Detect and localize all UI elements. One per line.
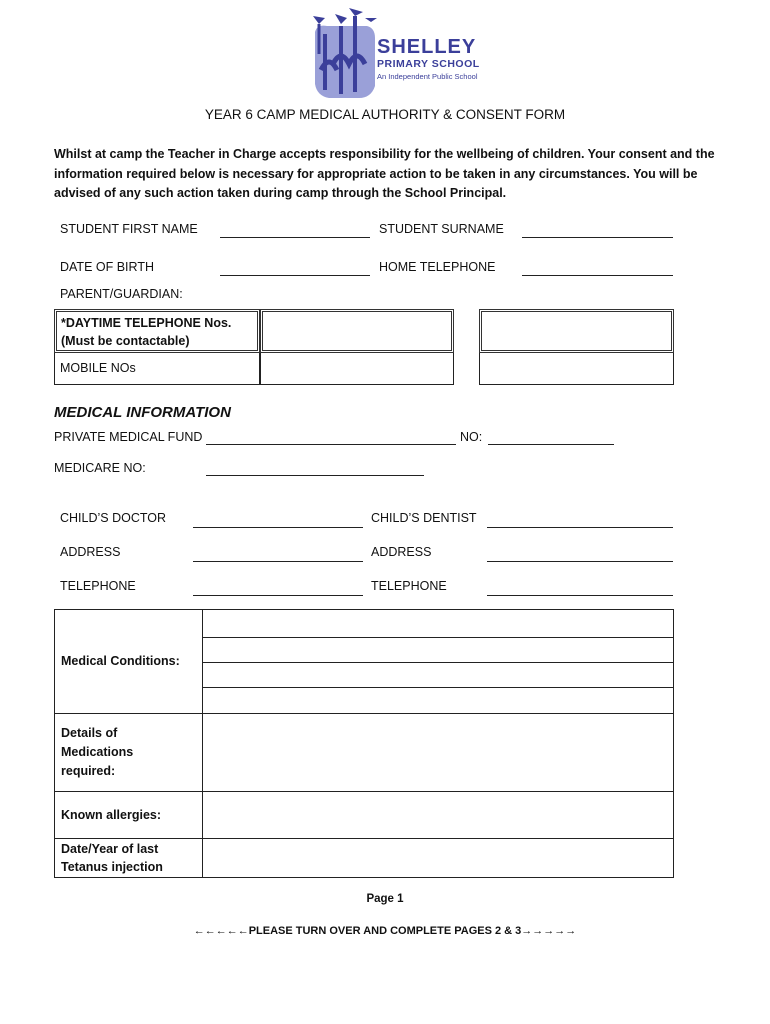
medical-information-heading: MEDICAL INFORMATION xyxy=(54,404,231,421)
daytime-contactable-note: (Must be contactable) xyxy=(61,334,190,348)
student-first-name-field[interactable] xyxy=(220,237,370,238)
medical-conditions-line-4[interactable] xyxy=(203,688,673,713)
medical-fund-field[interactable] xyxy=(206,444,456,445)
mobile-label: MOBILE NOs xyxy=(60,361,136,375)
dentist-telephone-label: TELEPHONE xyxy=(371,579,447,593)
mobile-label-cell xyxy=(54,353,260,385)
dob-field[interactable] xyxy=(220,275,370,276)
doctor-address-label: ADDRESS xyxy=(60,545,121,559)
turn-over-notice: ←←←←←PLEASE TURN OVER AND COMPLETE PAGES 2 & 3→→→→→ xyxy=(193,925,577,937)
medical-fund-label: PRIVATE MEDICAL FUND xyxy=(54,430,203,444)
medicare-no-field[interactable] xyxy=(206,475,424,476)
medical-fund-no-field[interactable] xyxy=(488,444,614,445)
medical-conditions-label: Medical Conditions: xyxy=(55,610,203,714)
medical-conditions-cell xyxy=(203,610,674,714)
school-tagline: An Independent Public School xyxy=(377,72,478,81)
school-logo-emblem xyxy=(305,4,380,100)
school-name: SHELLEY xyxy=(377,36,477,58)
doctor-address-field[interactable] xyxy=(193,561,363,562)
medical-details-table xyxy=(54,609,674,878)
page-number: Page 1 xyxy=(366,893,404,905)
medical-conditions-line-2[interactable] xyxy=(203,638,673,663)
form-title: YEAR 6 CAMP MEDICAL AUTHORITY & CONSENT FORM xyxy=(204,107,566,122)
student-surname-field[interactable] xyxy=(522,237,673,238)
school-logo xyxy=(305,4,380,100)
doctor-label: CHILD’S DOCTOR xyxy=(60,511,167,525)
form-intro: Whilst at camp the Teacher in Charge accepts responsibility for the wellbeing of children. Your consent and the information required below is necessary for appropriate action to be taken in any circumstances. You will be advised of any such action taken during camp through the School Principal. xyxy=(54,147,715,200)
doctor-field[interactable] xyxy=(193,527,363,528)
home-telephone-field[interactable] xyxy=(522,275,673,276)
daytime-telephone-field-1[interactable] xyxy=(260,309,454,353)
medical-conditions-line-1[interactable] xyxy=(203,611,673,638)
medical-conditions-line-3[interactable] xyxy=(203,663,673,688)
mobile-field-1[interactable] xyxy=(260,353,454,385)
home-telephone-label: HOME TELEPHONE xyxy=(379,260,496,274)
allergies-label: Known allergies: xyxy=(55,792,203,839)
tetanus-label: Date/Year of last Tetanus injection xyxy=(55,839,203,878)
medical-fund-no-label: NO: xyxy=(460,430,483,444)
school-subtitle: PRIMARY SCHOOL xyxy=(377,58,480,70)
doctor-telephone-label: TELEPHONE xyxy=(60,579,136,593)
dentist-field[interactable] xyxy=(487,527,673,528)
daytime-telephone-field-2[interactable] xyxy=(479,309,674,353)
daytime-telephone-label-cell xyxy=(54,309,260,353)
student-surname-label: STUDENT SURNAME xyxy=(379,222,504,236)
dentist-address-label: ADDRESS xyxy=(371,545,432,559)
allergies-field[interactable] xyxy=(203,792,674,839)
medications-field[interactable] xyxy=(203,714,674,792)
doctor-telephone-field[interactable] xyxy=(193,595,363,596)
daytime-telephone-label: *DAYTIME TELEPHONE Nos. xyxy=(61,316,232,330)
dentist-address-field[interactable] xyxy=(487,561,673,562)
dentist-telephone-field[interactable] xyxy=(487,595,673,596)
medications-label: Details of Medications required: xyxy=(55,714,203,792)
tetanus-field[interactable] xyxy=(203,839,674,878)
medicare-no-label: MEDICARE NO: xyxy=(54,461,146,475)
student-first-name-label: STUDENT FIRST NAME xyxy=(60,222,198,236)
dentist-label: CHILD’S DENTIST xyxy=(371,511,477,525)
mobile-field-2[interactable] xyxy=(479,353,674,385)
dob-label: DATE OF BIRTH xyxy=(60,260,154,274)
parent-guardian-label: PARENT/GUARDIAN: xyxy=(60,287,183,301)
